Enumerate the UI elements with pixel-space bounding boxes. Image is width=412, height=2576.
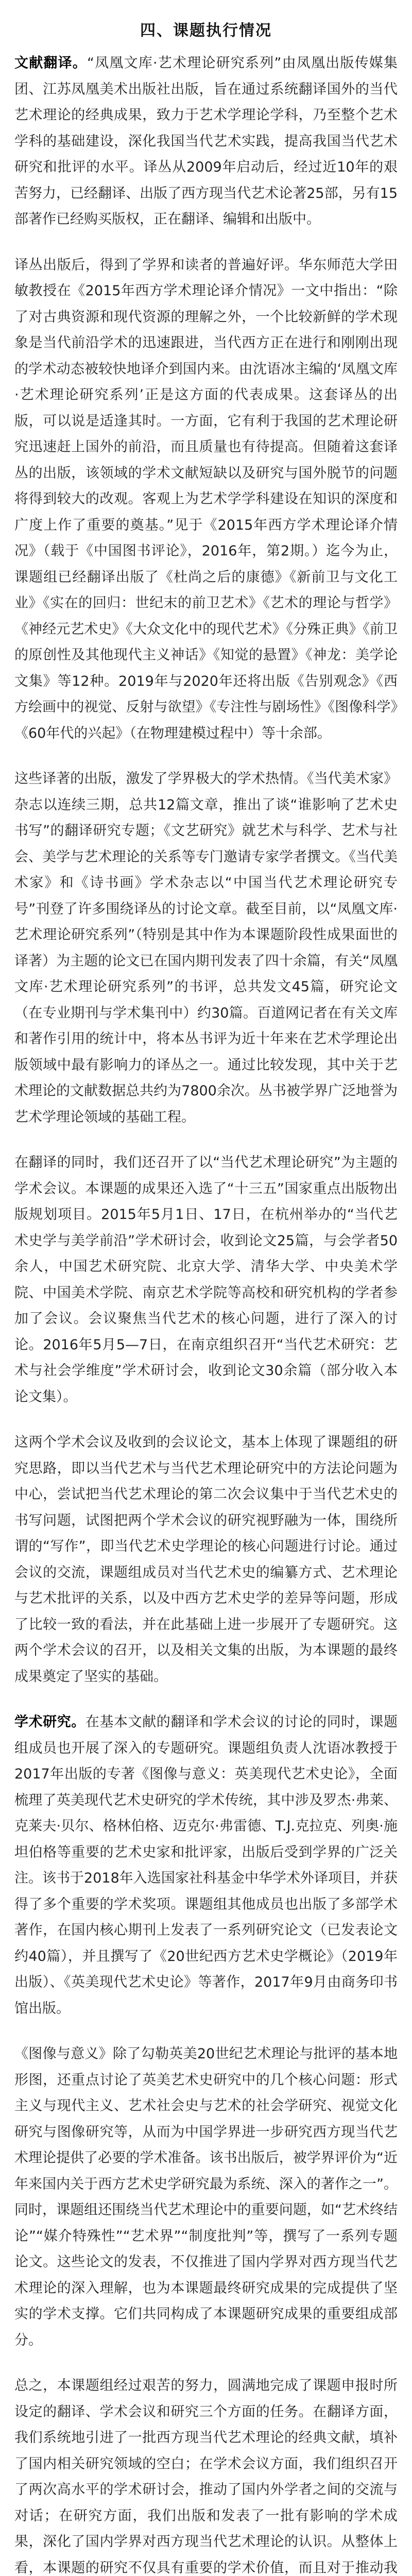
paragraph-reception: [14, 252, 398, 747]
paragraph-text: “凤凰文库·艺术理论研究系列”由凤凰出版传媒集团、江苏凤凰美术出版社出版，旨在通过系统翻译国外的当代艺术理论的经典成果，致力于艺术学理论学科，乃至整个艺术学科的基础建设，深化我国当代艺术实践，提高我国当代艺术研究和批评的水平。译丛从2009年启动后，经过近10年的艰苦努力，已经翻译、出版了西方现当代艺术论著25部，另有15部著作已经购买版权，正在翻译、编辑和出版中。: [14, 55, 398, 227]
paragraph-conferences: [14, 1150, 398, 1410]
paragraph-text: 这两个学术会议及收到的会议论文，基本上体现了课题组的研究思路，即以当代艺术与当代艺术理论研究中的方法论问题为中心，尝试把当代艺术理论的第二次会议集中于当代艺术史的书写问题，试图把两个学术会议的研究视野融为一体，围绕所谓的“写作”，即当代艺术史学理论的核心问题进行讨论。通过会议的交流，课题组成员对当代艺术史的编纂方式、艺术理论与艺术批评的关系，以及中西方艺术史学的差异等问题，形成了比较一致的看法，并在此基础上进一步展开了专题研究。这两个学术会议的召开，以及相关文集的出版，为本课题的最终成果奠定了坚实的基础。: [14, 1434, 398, 1685]
paragraph-monograph: [14, 2041, 398, 2353]
paragraph-text: 《图像与意义》除了勾勒英美20世纪艺术理论与批评的基本地形图，还重点讨论了英美艺术史研究中的几个核心问题：形式主义与现代主义、艺术社会史与艺术的社会学研究、视觉文化研究与图像研究等，从而为中国学界进一步研究西方现当代艺术理论提供了必要的学术准备。该书出版后，被学界评价为“近年来国内关于西方艺术史学研究最为系统、深入的著作之一”。同时，课题组还围绕当代艺术理论中的重要问题，如“艺术终结论”“媒介特殊性”“艺术界”“制度批判”等，撰写了一系列专题论文。这些论文的发表，不仅推进了国内学界对西方现当代艺术理论的深入理解，也为本课题最终研究成果的完成提供了坚实的学术支撑。它们共同构成了本课题研究成果的重要组成部分。: [14, 2046, 398, 2348]
paragraph-lead: 文献翻译。: [14, 55, 88, 71]
paragraph-text: 译丛出版后，得到了学界和读者的普遍好评。华东师范大学田敏教授在《2015年西方学术理论译介情况》一文中指出：“除了对古典资源和现代资源的理解之外，一个比较新鲜的学术现象是当代前沿学术的迅速跟进，当代西方正在进行和刚刚出现的学术动态被较快地译介到国内来。由沈语冰主编的‘凤凰文库·艺术理论研究系列’正是这方面的代表成果。这套译丛的出版，可以说是适逢其时。一方面，它有利于我国的艺术理论研究迅速赶上国外的前沿，而且质量也有待提高。但随着这套译丛的出版，该领域的学术文献短缺以及研究与国外脱节的问题将得到较大的改观。客观上为艺术学学科建设在知识的深度和广度上作了重要的奠基。”见于《2015年西方学术理论译介情况》（载于《中国图书评论》，2016年，第2期。）迄今为止，课题组已经翻译出版了《杜尚之后的康德》《新前卫与文化工业》《实在的回归：世纪末的前卫艺术》《艺术的理论与哲学》《神经元艺术史》《大众文化中的现代艺术》《分殊正典》《前卫的原创性及其他现代主义神话》《知觉的悬置》《神龙：美学论文集》等12种。2019年与2020年还将出版《告别观念》《西方绘画中的视觉、反射与欲望》《专注性与剧场性》《图像科学》《60年代的兴起》（在物理建模过程中）等十余部。: [14, 257, 398, 741]
paragraph-text: 总之，本课题组经过艰苦的努力，圆满地完成了课题申报时所设定的翻译、学术会议和研究三个方面的任务。在翻译方面，我们系统地引进了一批西方现当代艺术理论的经典文献，填补了国内相关研究领域的空白；在学术会议方面，我们组织召开了两次高水平的学术研讨会，推动了国内外学者之间的交流与对话；在研究方面，我们出版和发表了一批有影响的学术成果，深化了国内学界对西方现当代艺术理论的认识。从整体上看，本课题的研究不仅具有重要的学术价值，而且对于推动我: [14, 2378, 398, 2576]
paragraph-lead: 学术研究。: [14, 1714, 85, 1730]
paragraph-text: 在翻译的同时，我们还召开了以“当代艺术理论研究”为主题的学术会议。本课题的成果还入选了“十三五”国家重点出版物出版规划项目。2015年5月1日、17日，在杭州举办的“当代艺术史学与美学前沿”学术研讨会，收到论文25篇，与会学者50余人，中国艺术研究院、北京大学、清华大学、中央美术学院、中国美术学院、南京艺术学院等高校和研究机构的学者参加了会议。会议聚焦当代艺术的核心问题，进行了深入的讨论。2016年5月5—7日，在南京组织召开“当代艺术研究：艺术与社会学维度”学术研讨会，收到论文30余篇（部分收入本论文集）。: [14, 1155, 398, 1405]
paragraph-summary: [14, 2373, 398, 2576]
paragraph-text: 这些译著的出版，激发了学界极大的学术热情。《当代美术家》杂志以连续三期，总共12篇文章，推出了谈“谁影响了艺术史书写”的翻译研究专题；《文艺研究》就艺术与科学、艺术与社会、美学与艺术理论的关系等专门邀请专家学者撰文。《当代美术家》和《诗书画》学术杂志以“中国当代艺术理论研究专号”刊登了许多围绕译丛的讨论文章。截至目前，以“凤凰文库·艺术理论研究系列”（特别是其中作为本课题阶段性成果面世的译著）为主题的论文已在国内期刊发表了四十余篇，有关“凤凰文库·艺术理论研究系列”的书评，总共发文45篇，研究论文（在专业期刊与学术集刊中）约30篇。百道网记者在有关文库和著作引用的统计中，将本丛书评为近十年来在艺术学理论出版领域中最有影响力的译丛之一。通过比较发现，其中关于艺术理论的文献数据总共约为7800余次。丛书被学界广泛地誉为艺术学理论领域的基础工程。: [14, 771, 398, 1125]
paragraph-research: [14, 1709, 398, 2022]
section-title: 四、课题执行情况: [140, 22, 272, 40]
paragraph-impact: [14, 766, 398, 1130]
paragraph-text: 在基本文献的翻译和学术会议的讨论的同时，课题组成员也开展了深入的专题研究。课题组负责人沈语冰教授于2017年出版的专著《图像与意义：英美现代艺术史论》，全面梳理了英美现代艺术史研究的学术传统，其中涉及罗杰·弗莱、克莱夫·贝尔、格林伯格、迈克尔·弗雷德、T.J.克拉克、列奥·施坦伯格等重要的艺术史家和批评家，出版后受到学界的广泛关注。该书于2018年入选国家社科基金中华学术外译项目，并获得了多个重要的学术奖项。课题组其他成员也出版了多部学术著作，在国内核心期刊上发表了一系列研究论文（已发表论文约40篇），并且撰写了《20世纪西方艺术史学概论》（2019年出版）、《英美现代艺术史论》等著作，2017年9月由商务印书馆出版。: [14, 1714, 398, 2016]
paragraph-translation: [14, 50, 398, 233]
paragraph-conference-summary: [14, 1430, 398, 1690]
